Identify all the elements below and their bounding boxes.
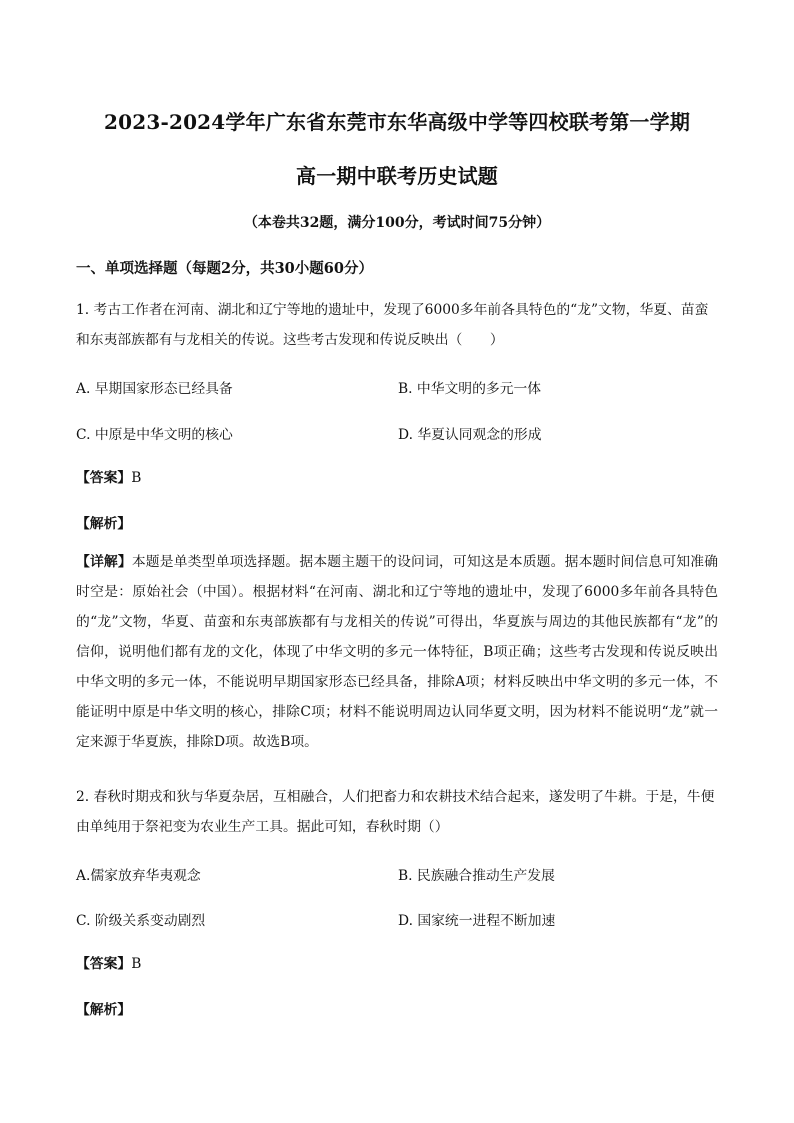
question-1-analysis-label: 【解析】 [76, 516, 132, 532]
question-1-option-b: B. 中华文明的多元一体 [398, 381, 542, 397]
answer-label: 【答案】 [76, 470, 132, 486]
question-2-option-d: D. 国家统一进程不断加速 [398, 913, 556, 929]
question-1-stem: 1. 考古工作者在河南、湖北和辽宁等地的遗址中，发现了6000多年前各具特色的“龙”文物，华夏、苗蛮和东夷部族都有与龙相关的传说。这些考古发现和传说反映出（ ） [76, 302, 709, 348]
question-1-option-d: D. 华夏认同观念的形成 [398, 427, 542, 443]
exam-title-line1: 2023-2024学年广东省东莞市东华高级中学等四校联考第一学期 [103, 110, 691, 134]
question-2-analysis-label: 【解析】 [76, 1002, 132, 1018]
exam-subtitle: （本卷共32题，满分100分，考试时间75分钟） [243, 215, 551, 231]
question-2-option-b: B. 民族融合推动生产发展 [398, 868, 555, 884]
section-heading: 一、单项选择题（每题2分，共30小题60分） [76, 260, 373, 277]
answer-value: B [131, 470, 142, 486]
question-2-option-a: A.儒家放弃华夷观念 [76, 868, 201, 884]
question-1-answer [76, 466, 141, 486]
question-1-option-a: A. 早期国家形态已经具备 [76, 381, 233, 397]
question-2-option-c: C. 阶级关系变动剧烈 [76, 913, 206, 929]
question-2-answer [76, 952, 141, 972]
question-1-option-c: C. 中原是中华文明的核心 [76, 427, 233, 443]
question-1-detail [76, 547, 718, 757]
question-2-stem: 2. 春秋时期戎和狄与华夏杂居，互相融合，人们把畜力和农耕技术结合起来，遂发明了牛耕。于是，牛便由单纯用于祭祀变为农业生产工具。据此可知，春秋时期（） [76, 789, 715, 835]
detail-label: 【详解】 [76, 554, 132, 570]
answer-value: B [131, 956, 142, 972]
answer-label: 【答案】 [76, 956, 132, 972]
exam-title-line2: 高一期中联考历史试题 [296, 164, 498, 188]
detail-text: 本题是单类型单项选择题。据本题主题干的设问词，可知这是本质题。据本题时间信息可知准确时空是：原始社会（中国）。根据材料“在河南、湖北和辽宁等地的遗址中，发现了6000多年前各具特色的“龙”文物，华夏、苗蛮和东夷部族都有与龙相关的传说”可得出，华夏族与周边的其他民族都有“龙”的信仰，说明他们都有龙的文化，体现了中华文明的多元一体特征，B项正确；这些考古发现和传说反映出中华文明的多元一体，不能说明早期国家形态已经具备，排除A项；材料反映出中华文明的多元一体，不能证明中原是中华文明的核心，排除C项；材料不能说明周边认同华夏文明，因为材料不能说明“龙”就一定来源于华夏族，排除D项。故选B项。 [76, 554, 719, 750]
